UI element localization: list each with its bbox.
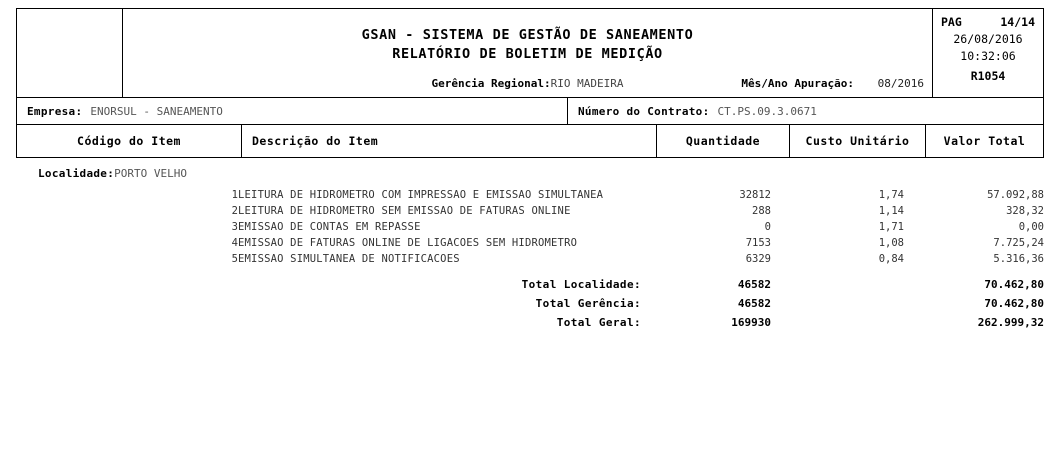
table-row (16, 219, 1044, 235)
gerencia-value: RIO MADEIRA (550, 77, 624, 90)
page-info-cell (933, 9, 1044, 98)
total-row-geral (16, 313, 1044, 332)
table-column-headers (16, 124, 1044, 158)
gerencia-label: Gerência Regional: (431, 77, 551, 90)
page-number-row (933, 9, 1043, 29)
item-codigo: 5 (231, 253, 238, 265)
table-row (16, 235, 1044, 251)
total-label: Total Geral: (556, 316, 641, 329)
item-quantidade: 288 (752, 205, 771, 217)
table-row (16, 203, 1044, 219)
item-quantidade: 7153 (745, 237, 771, 249)
empresa-cell (17, 98, 568, 125)
total-quantidade: 46582 (737, 297, 771, 310)
item-quantidade: 0 (764, 221, 771, 233)
item-valor: 5.316,36 (993, 253, 1044, 265)
page-subtitle: RELATÓRIO DE BOLETIM DE MEDIÇÃO (392, 46, 663, 62)
item-codigo: 2 (231, 205, 238, 217)
total-valor: 262.999,32 (977, 316, 1044, 329)
item-custo: 0,84 (878, 253, 904, 265)
item-custo: 1,71 (878, 221, 904, 233)
item-quantidade: 6329 (745, 253, 771, 265)
item-descricao: EMISSAO DE CONTAS EM REPASSE (238, 221, 421, 233)
column-header-custo-unitario: Custo Unitário (790, 125, 926, 158)
item-descricao: EMISSAO DE FATURAS ONLINE DE LIGACOES SEM HIDROMETRO (238, 237, 578, 249)
item-custo: 1,08 (878, 237, 904, 249)
item-valor: 328,32 (1006, 205, 1044, 217)
table-row (16, 187, 1044, 203)
item-custo: 1,14 (878, 205, 904, 217)
mes-value: 08/2016 (877, 77, 924, 90)
report-code: R1054 (970, 69, 1006, 83)
total-quantidade: 46582 (737, 278, 771, 291)
total-custo-spacer (771, 313, 904, 332)
item-custo: 1,74 (878, 189, 904, 201)
item-valor: 7.725,24 (993, 237, 1044, 249)
report-date: 26/08/2016 (953, 32, 1023, 46)
item-quantidade: 32812 (739, 189, 771, 201)
mes-label: Mês/Ano Apuração: (741, 77, 854, 90)
column-header-quantidade: Quantidade (657, 125, 790, 158)
empresa-value: ENORSUL - SANEAMENTO (90, 104, 223, 118)
item-descricao: EMISSAO SIMULTANEA DE NOTIFICACOES (238, 253, 460, 265)
total-row-localidade (16, 275, 1044, 294)
pag-label: PAG (941, 15, 962, 29)
item-codigo: 3 (231, 221, 238, 233)
localidade-label: Localidade: (38, 167, 115, 180)
contrato-value: CT.PS.09.3.0671 (717, 104, 817, 118)
totals-table (16, 275, 1044, 332)
report-container (16, 8, 1044, 332)
column-header-codigo: Código do Item (17, 125, 242, 158)
report-time: 10:32:06 (960, 49, 1016, 63)
column-header-descricao: Descrição do Item (242, 125, 657, 158)
header-subline (123, 77, 932, 97)
contrato-label: Número do Contrato: (578, 104, 710, 118)
logo-cell (17, 9, 123, 98)
item-codigo: 4 (231, 237, 238, 249)
pag-value: 14/14 (1000, 15, 1035, 29)
total-label: Total Localidade: (521, 278, 641, 291)
localidade-row (16, 167, 1044, 180)
items-table (16, 187, 1044, 267)
title-block (123, 9, 932, 62)
table-row (16, 251, 1044, 267)
header-title-cell (123, 9, 933, 98)
mes-block (741, 77, 924, 90)
contract-row (16, 97, 1044, 125)
total-valor: 70.462,80 (984, 278, 1044, 291)
report-header (16, 8, 1044, 98)
total-row-gerencia (16, 294, 1044, 313)
item-valor: 0,00 (1018, 221, 1044, 233)
total-custo-spacer (771, 294, 904, 313)
page-title: GSAN - SISTEMA DE GESTÃO DE SANEAMENTO (361, 27, 694, 43)
total-quantidade: 169930 (731, 316, 771, 329)
report-body (16, 167, 1044, 332)
column-header-valor-total: Valor Total (926, 125, 1044, 158)
contrato-cell (568, 98, 1044, 125)
item-valor: 57.092,88 (987, 189, 1044, 201)
item-codigo: 1 (231, 189, 238, 201)
item-descricao: LEITURA DE HIDROMETRO COM IMPRESSAO E EMISSAO SIMULTANEA (238, 189, 604, 201)
localidade-value: PORTO VELHO (114, 167, 188, 180)
total-custo-spacer (771, 275, 904, 294)
total-valor: 70.462,80 (984, 297, 1044, 310)
empresa-label: Empresa: (27, 104, 83, 118)
total-label: Total Gerência: (535, 297, 641, 310)
item-descricao: LEITURA DE HIDROMETRO SEM EMISSAO DE FATURAS ONLINE (238, 205, 571, 217)
